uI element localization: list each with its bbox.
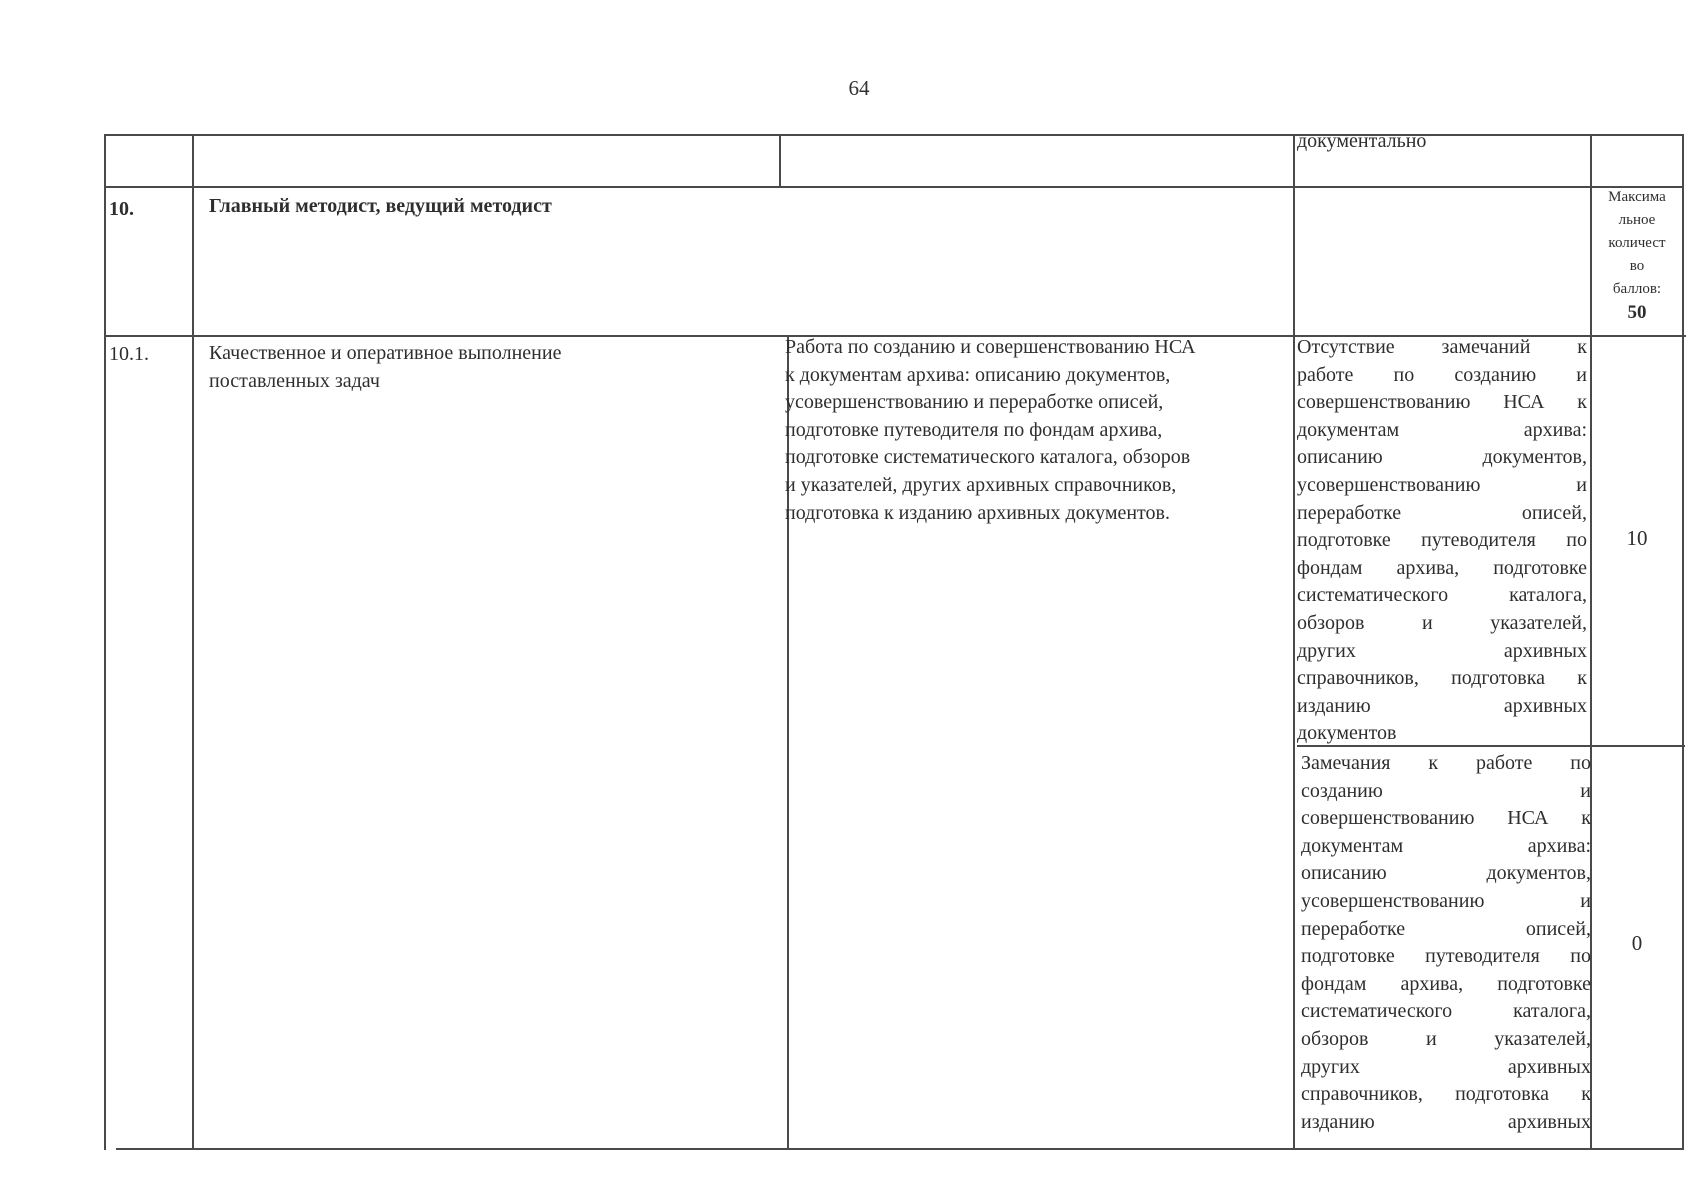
col-border-left bbox=[104, 134, 106, 1150]
table-bottom-border bbox=[116, 1148, 1684, 1150]
item-number: 10.1. bbox=[109, 343, 149, 365]
criteria-line: усовершенствованию и bbox=[1301, 889, 1591, 912]
criteria-line: описанию документов, bbox=[1301, 862, 1591, 885]
section-number: 10. bbox=[109, 198, 134, 220]
criteria-block-remarks bbox=[1301, 750, 1591, 1136]
criteria-line: работе по созданию и bbox=[1297, 363, 1587, 386]
criteria-line: изданию архивных bbox=[1297, 694, 1587, 717]
criteria-line: систематического каталога, bbox=[1297, 584, 1587, 607]
criteria-line: фондам архива, подготовке bbox=[1301, 972, 1591, 995]
criteria-line: подготовке путеводителя по bbox=[1297, 529, 1587, 552]
col-border-name-top bbox=[779, 134, 781, 188]
page-number: 64 bbox=[848, 76, 870, 100]
description-line: подготовка к изданию архивных документов. bbox=[785, 501, 1170, 524]
criteria-line: переработке описей, bbox=[1297, 501, 1587, 524]
criteria-line: других архивных bbox=[1297, 639, 1587, 662]
criteria-line: переработке описей, bbox=[1301, 917, 1591, 940]
max-score-label-line: во bbox=[1629, 258, 1645, 274]
criteria-line: Замечания к работе по bbox=[1301, 752, 1591, 774]
col-border-number bbox=[192, 134, 194, 1150]
criteria-line: усовершенствованию и bbox=[1297, 473, 1587, 496]
max-score-label-line: баллов: bbox=[1612, 281, 1662, 297]
description-line: к документам архива: описанию документов, bbox=[785, 363, 1171, 386]
criteria-block-no-remarks bbox=[1297, 334, 1587, 748]
description-line: подготовке путеводителя по фондам архива, bbox=[785, 418, 1163, 441]
criteria-line: совершенствованию НСА к bbox=[1297, 391, 1587, 414]
criteria-line: Отсутствие замечаний к bbox=[1297, 336, 1587, 358]
criteria-line: документам архива: bbox=[1301, 834, 1591, 857]
description-line: подготовке систематического каталога, обзоров bbox=[785, 446, 1191, 469]
col-border-description bbox=[1293, 134, 1295, 1150]
section-title: Главный методист, ведущий методист bbox=[209, 195, 552, 217]
criteria-score-no-remarks: 10 bbox=[1626, 526, 1648, 550]
criteria-line: созданию и bbox=[1301, 779, 1591, 802]
description-line: усовершенствованию и переработке описей, bbox=[785, 391, 1164, 414]
row-divider-1 bbox=[104, 186, 1684, 188]
item-description bbox=[785, 334, 1290, 527]
col-border-right bbox=[1682, 134, 1684, 1150]
description-line: и указателей, других архивных справочников, bbox=[785, 473, 1177, 496]
criteria-line: документам архива: bbox=[1297, 418, 1587, 441]
criteria-line: подготовке путеводителя по bbox=[1301, 945, 1591, 968]
description-line: Работа по созданию и совершенствованию НСА bbox=[785, 336, 1196, 358]
criteria-line: изданию архивных bbox=[1301, 1110, 1591, 1133]
criteria-line: фондам архива, подготовке bbox=[1297, 556, 1587, 579]
criteria-line: обзоров и указателей, bbox=[1301, 1027, 1591, 1050]
item-name: Качественное и оперативное выполнение поставленных задач bbox=[209, 342, 562, 392]
criteria-line: справочников, подготовка к bbox=[1301, 1083, 1591, 1106]
criteria-line: совершенствованию НСА к bbox=[1301, 807, 1591, 830]
continuation-criteria-text: документально bbox=[1297, 130, 1427, 152]
max-score-label-line: количест bbox=[1608, 235, 1666, 251]
criteria-line: описанию документов, bbox=[1297, 446, 1587, 469]
max-score-label bbox=[1593, 186, 1681, 325]
criteria-line: других архивных bbox=[1301, 1055, 1591, 1078]
criteria-line: систематического каталога, bbox=[1301, 1000, 1591, 1023]
max-score-label-line: льное bbox=[1618, 212, 1656, 228]
max-score-value: 50 bbox=[1627, 302, 1647, 323]
criteria-line: обзоров и указателей, bbox=[1297, 611, 1587, 634]
max-score-label-line: Максима bbox=[1608, 189, 1666, 205]
criteria-line: справочников, подготовка к bbox=[1297, 667, 1587, 690]
criteria-score-remarks: 0 bbox=[1631, 931, 1643, 955]
criteria-line: документов bbox=[1297, 722, 1397, 745]
